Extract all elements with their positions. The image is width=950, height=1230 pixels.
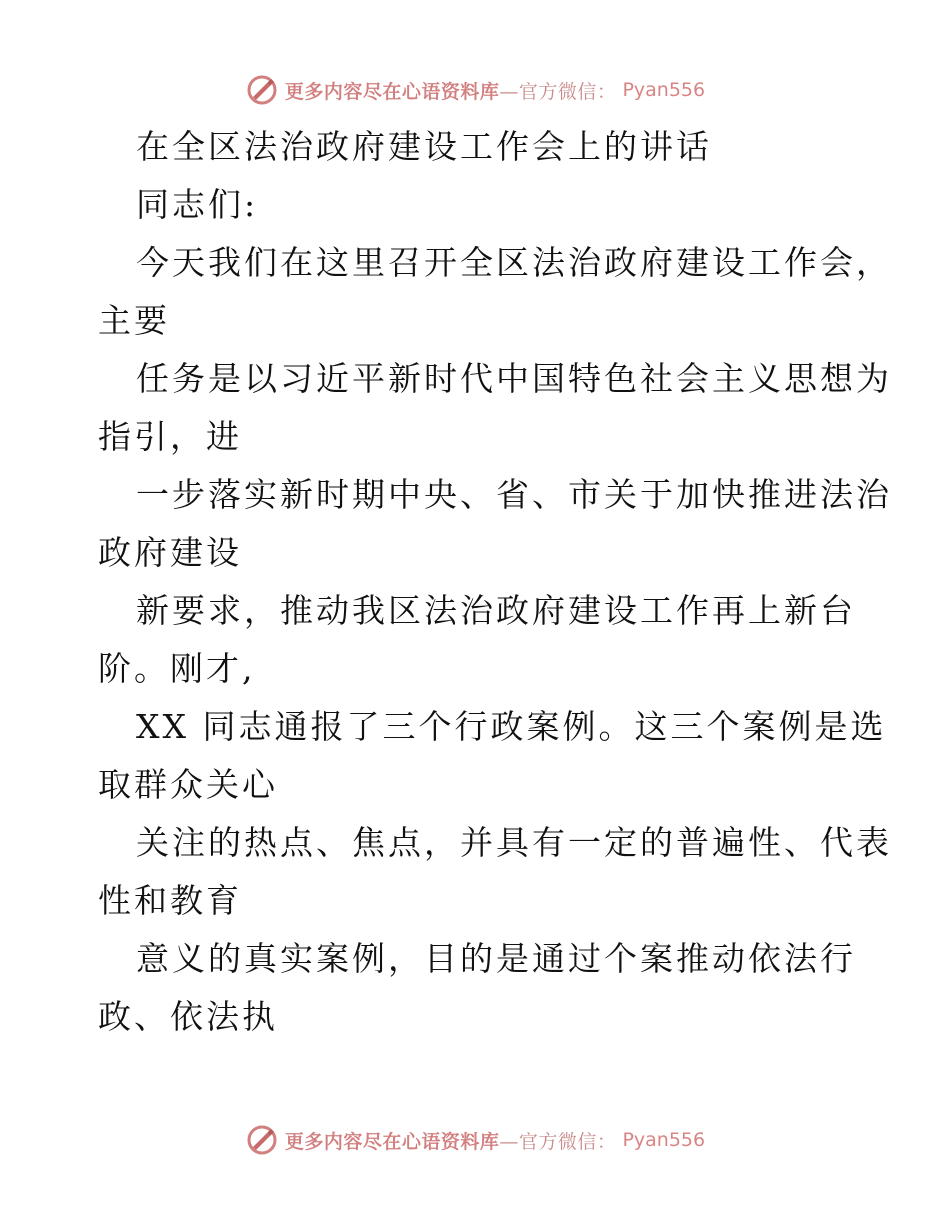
text-line: 任务是以习近平新时代中国特色社会主义思想为 [136, 359, 892, 398]
text-line: 取群众关心 [98, 765, 278, 804]
text-line: 今天我们在这里召开全区法治政府建设工作会， [136, 243, 892, 282]
text-line: 一步落实新时期中央、省、市关于加快推进法治 [136, 475, 892, 514]
text-line: 主要 [98, 301, 170, 340]
text-line: 性和教育 [98, 881, 242, 920]
pen-swirl-icon [245, 73, 279, 107]
text-line: 关注的热点、焦点，并具有一定的普遍性、代表 [136, 823, 892, 862]
watermark-brand: 更多内容尽在心语资料库—官方微信： [284, 1130, 617, 1153]
document-title: 在全区法治政府建设工作会上的讲话 [136, 127, 712, 166]
salutation: 同志们: [136, 185, 259, 224]
text-line: 指引，进 [98, 417, 242, 456]
document-body [98, 118, 892, 1046]
watermark-account: Pyan556 [622, 1129, 706, 1151]
text-line: 政府建设 [98, 533, 242, 572]
text-line: 意义的真实案例，目的是通过个案推动依法行 [136, 939, 856, 978]
pen-swirl-icon [245, 1123, 279, 1157]
text-line: 阶。刚才, [98, 649, 256, 688]
text-line: 新要求，推动我区法治政府建设工作再上新台 [136, 591, 856, 630]
header-watermark [0, 70, 950, 110]
text-line: XX 同志通报了三个行政案例。这三个案例是选 [136, 707, 887, 746]
footer-watermark [0, 1120, 950, 1160]
watermark-account: Pyan556 [622, 79, 706, 101]
text-line: 政、依法执 [98, 997, 278, 1036]
watermark-brand: 更多内容尽在心语资料库—官方微信： [284, 80, 617, 103]
